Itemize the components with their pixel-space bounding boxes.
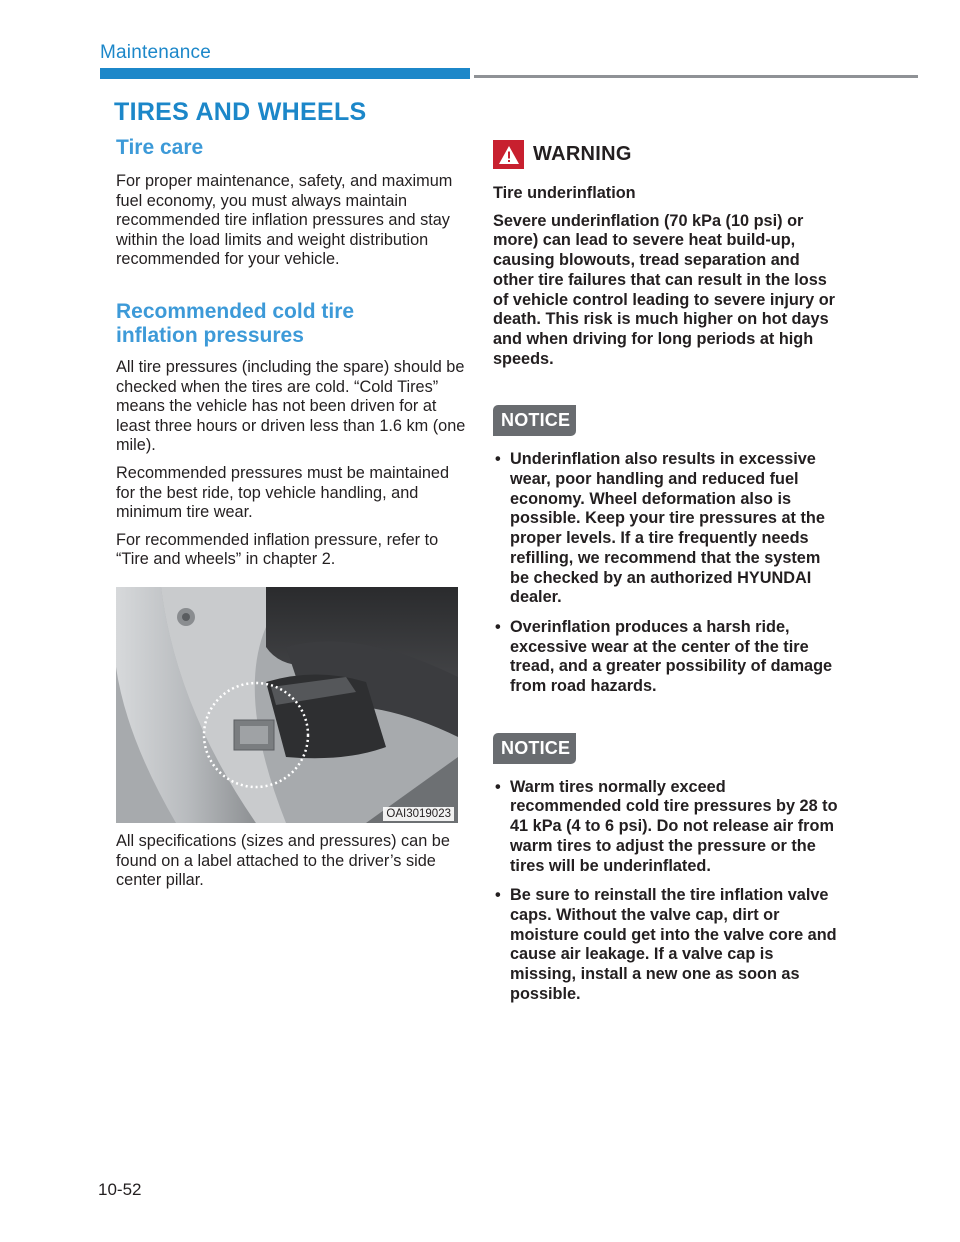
warning-header [493, 140, 838, 169]
list-item: • Underinflation also results in excessive wear, poor handling and reduced fuel economy. Wheel deformation also is possible. Keep your tire pressures at the proper levels. If a tire frequently needs refilling, we recommend that the system be checked by an authorized HYUNDAI dealer. [493, 450, 838, 608]
photo-caption: All specifications (sizes and pressures) can be found on a label attached to the driver’s side center pillar. [116, 831, 450, 890]
notice-badge-2: NOTICE [493, 733, 576, 764]
list-item: • Be sure to reinstall the tire inflation valve caps. Without the valve cap, dirt or moisture could get into the valve core and cause air leakage. If a valve cap is missing, install a new one as soon as possible. [493, 886, 838, 1004]
tire-care-heading: Tire care [116, 136, 204, 159]
page-title: TIRES AND WHEELS [114, 98, 367, 126]
notice-list-1 [493, 450, 838, 696]
pressures-paragraph-2: Recommended pressures must be maintained for the best ride, top vehicle handling, and minimum tire wear. [116, 463, 450, 522]
pressures-heading-line1: Recommended cold tire [116, 299, 355, 323]
warning-text: Severe underinflation (70 kPa (10 psi) or more) can lead to severe heat build-up, causing blowouts, tread separation and other tire failures that can result in the loss of vehicle control leading to severe injury or death. This risk is much higher on hot days and when driving for long periods at high speeds. [493, 211, 835, 368]
header-rule-accent [100, 68, 470, 79]
list-item: • Overinflation produces a harsh ride, excessive wear at the center of the tire tread, and a greater possibility of damage from road hazards. [493, 618, 838, 697]
header-rule [474, 75, 918, 78]
pressures-heading [116, 300, 466, 348]
right-column [493, 140, 838, 1015]
image-code: OAI3019023 [383, 807, 454, 821]
warning-label: WARNING [533, 143, 632, 165]
warning-triangle-icon [493, 140, 524, 169]
warning-subtitle: Tire underinflation [493, 184, 636, 202]
notice-badge-1: NOTICE [493, 405, 576, 436]
section-label: Maintenance [100, 42, 211, 63]
tire-care-text: For proper maintenance, safety, and maximum fuel economy, you must always maintain recommended tire inflation pressures and stay within the load limits and weight distribution recommended for your vehicle. [116, 172, 453, 269]
left-column [116, 134, 466, 899]
notice-list-2 [493, 778, 838, 1005]
pillar-label-photo [116, 587, 458, 823]
page-number: 10-52 [98, 1180, 142, 1199]
pressures-paragraph-3: For recommended inflation pressure, refer to “Tire and wheels” in chapter 2. [116, 530, 439, 569]
pressures-paragraph-1: All tire pressures (including the spare) should be checked when the tires are cold. “Cold Tires” means the vehicle has not been driven for at least three hours or driven less than 1.6 km (one mile). [116, 357, 466, 455]
list-item: • Warm tires normally exceed recommended cold tire pressures by 28 to 41 kPa (4 to 6 psi). Do not release air from warm tires to adjust the pressure or the tires will be underinflated. [493, 778, 838, 877]
pressures-heading-line2: inflation pressures [116, 323, 304, 347]
pillar-photo-illustration [116, 587, 458, 823]
